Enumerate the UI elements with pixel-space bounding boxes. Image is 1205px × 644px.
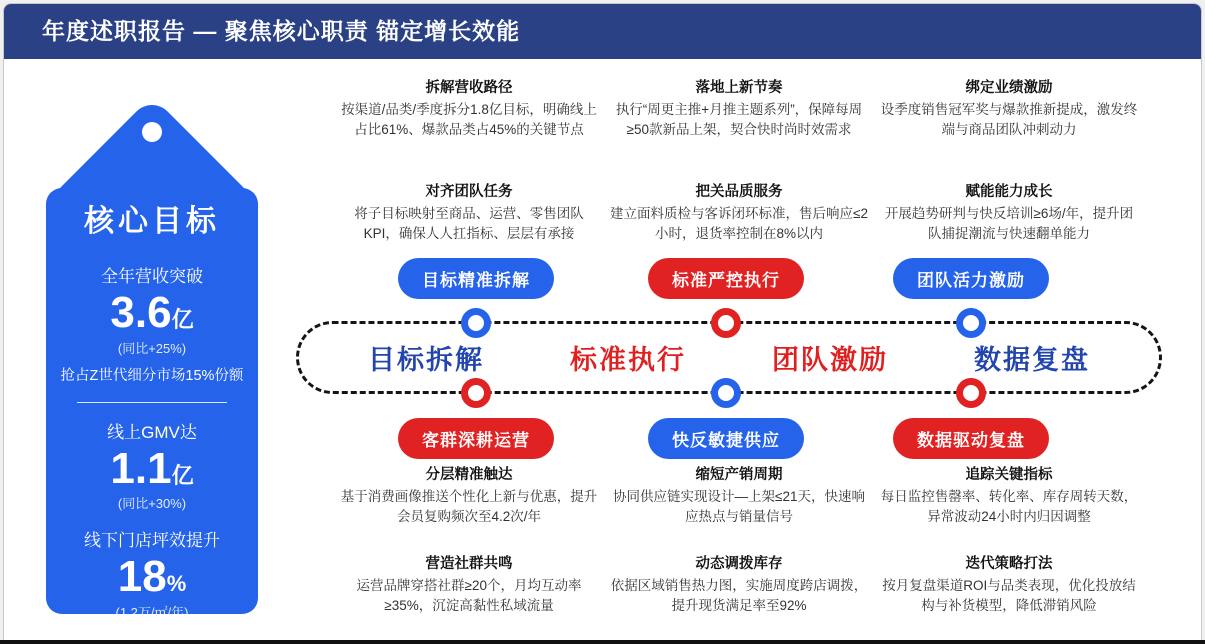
- goal-gmv-number: 1.1: [110, 443, 172, 493]
- block-title: 营造社群共鸣: [425, 556, 513, 572]
- block-title: 分层精准触达: [425, 467, 513, 483]
- goal-gmv-note: (同比+30%): [117, 496, 187, 512]
- goal-revenue: [52, 262, 252, 385]
- block-performance-incentive: [880, 76, 1138, 141]
- block-title: 追踪关键指标: [965, 467, 1053, 483]
- goal-revenue-value: [52, 289, 252, 337]
- stage-label: 团队激励: [772, 345, 888, 375]
- goal-revenue-number: 3.6: [110, 288, 172, 337]
- pill-label: 快反敏捷供应: [672, 431, 780, 450]
- block-body: 将子目标映射至商品、运营、零售团队KPI，确保人人扛指标、层层有承接: [354, 206, 584, 242]
- pill-customer-cultivation: [398, 418, 554, 459]
- timeline-node-bottom-3: [956, 378, 986, 408]
- goal-store-value: [52, 553, 252, 601]
- block-quality-service: [610, 180, 868, 245]
- pill-agile-supply: [648, 418, 804, 459]
- block-body: 建立面料质检与客诉闭环标准，售后响应≤2小时，退货率控制在8%以内: [610, 206, 868, 242]
- pill-label: 标准严控执行: [672, 271, 780, 290]
- page-title: 年度述职报告 — 聚焦核心职责 锚定增长效能: [42, 18, 521, 44]
- block-body: 运营品牌穿搭社群≥20个，月均互动率≥35%，沉淀高黏性私域流量: [356, 578, 582, 614]
- slide-canvas: [3, 3, 1202, 640]
- block-body: 协同供应链实现设计—上架≤21天，快速响应热点与销量信号: [613, 489, 865, 525]
- stage-standard-execution: [570, 338, 686, 377]
- goal-store-label: 线下门店坪效提升: [84, 531, 220, 551]
- pill-label: 目标精准拆解: [422, 271, 530, 290]
- block-body: 执行“周更主推+月推主题系列”，保障每周≥50款新品上架，契合快时尚时效需求: [615, 102, 863, 138]
- block-inventory-transfer: [610, 552, 868, 617]
- tag-hole-icon: [142, 122, 162, 142]
- stage-label: 标准执行: [570, 345, 686, 375]
- goal-revenue-extra: 抢占Z世代细分市场15%份额: [60, 367, 244, 384]
- block-title: 拆解营收路径: [425, 80, 513, 96]
- goal-gmv-value: [52, 445, 252, 493]
- block-title: 缩短产销周期: [695, 467, 783, 483]
- block-body: 每日监控售罄率、转化率、库存周转天数，异常波动24小时内归因调整: [880, 489, 1138, 525]
- block-revenue-path: [340, 76, 598, 141]
- badge-title: 核心目标: [84, 205, 220, 238]
- block-title: 绑定业绩激励: [965, 80, 1053, 96]
- pill-team-vitality: [893, 258, 1049, 299]
- pill-standard-control: [648, 258, 804, 299]
- block-layered-reach: [340, 463, 598, 528]
- block-community-resonance: [340, 552, 598, 617]
- header-bar: [4, 4, 1201, 59]
- goal-revenue-note: (同比+25%): [117, 340, 187, 356]
- goal-revenue-label: 全年营收突破: [101, 267, 203, 286]
- lower-blocks-row-2: [334, 552, 1144, 617]
- core-goal-badge: [46, 96, 258, 620]
- block-body: 按渠道/品类/季度拆分1.8亿目标，明确线上占比61%、爆款品类占45%的关键节点: [341, 102, 597, 138]
- goal-store-unit: %: [166, 571, 187, 597]
- stage-label: 目标拆解: [368, 345, 484, 375]
- upper-blocks-row-1: [334, 76, 1144, 141]
- block-body: 按月复盘渠道ROI与品类表现，优化投放结构与补货模型，降低滞销风险: [882, 578, 1136, 614]
- timeline-node-bottom-1: [461, 378, 491, 408]
- block-track-kpi: [880, 463, 1138, 528]
- stage-team-incentive: [772, 338, 888, 377]
- upper-blocks-row-2: [334, 180, 1144, 245]
- block-body: 依据区域销售热力图，实施周度跨店调拨，提升现货满足率至92%: [610, 578, 868, 614]
- pill-label: 团队活力激励: [917, 271, 1025, 290]
- block-launch-rhythm: [610, 76, 868, 141]
- block-body: 基于消费画像推送个性化上新与优惠，提升会员复购频次至4.2次/年: [340, 489, 598, 525]
- block-title: 落地上新节奏: [695, 80, 783, 96]
- lower-blocks-row-1: [334, 463, 1144, 528]
- block-body: 开展趋势研判与快反培训≥6场/年，提升团队捕捉潮流与快速翻单能力: [884, 206, 1134, 242]
- goal-gmv-unit: 亿: [171, 462, 194, 488]
- goal-store-number: 18: [117, 552, 167, 602]
- block-strategy-iteration: [880, 552, 1138, 617]
- block-shorten-cycle: [610, 463, 868, 528]
- timeline-node-top-3: [956, 308, 986, 338]
- pill-label: 客群深耕运营: [422, 431, 530, 450]
- goal-gmv: [52, 418, 252, 513]
- timeline-node-top-1: [461, 308, 491, 338]
- goal-revenue-unit: 亿: [171, 307, 194, 332]
- badge-divider: [77, 402, 227, 403]
- timeline-node-bottom-2: [711, 378, 741, 408]
- block-title: 对齐团队任务: [425, 184, 513, 200]
- badge-content: [52, 196, 252, 635]
- block-title: 迭代策略打法: [965, 556, 1053, 572]
- block-team-task: [340, 180, 598, 245]
- pill-data-driven-review: [893, 418, 1049, 459]
- stage-data-review: [974, 338, 1090, 377]
- goal-gmv-label: 线上GMV达: [107, 422, 197, 442]
- stage-goal-breakdown: [368, 338, 484, 377]
- block-body: 设季度销售冠军奖与爆款推新提成，激发终端与商品团队冲刺动力: [880, 102, 1138, 138]
- block-capability-growth: [880, 180, 1138, 245]
- timeline-node-top-2: [711, 308, 741, 338]
- pill-goal-breakdown: [398, 258, 554, 299]
- block-title: 动态调拨库存: [695, 556, 783, 572]
- block-title: 赋能能力成长: [965, 184, 1053, 200]
- block-title: 把关品质服务: [695, 184, 783, 200]
- bottom-edge-bar: [0, 640, 1205, 644]
- pill-label: 数据驱动复盘: [917, 431, 1025, 450]
- goal-store-efficiency: [52, 526, 252, 621]
- stage-label: 数据复盘: [974, 345, 1090, 375]
- goal-store-note: (1.2万/㎡/年): [115, 604, 189, 620]
